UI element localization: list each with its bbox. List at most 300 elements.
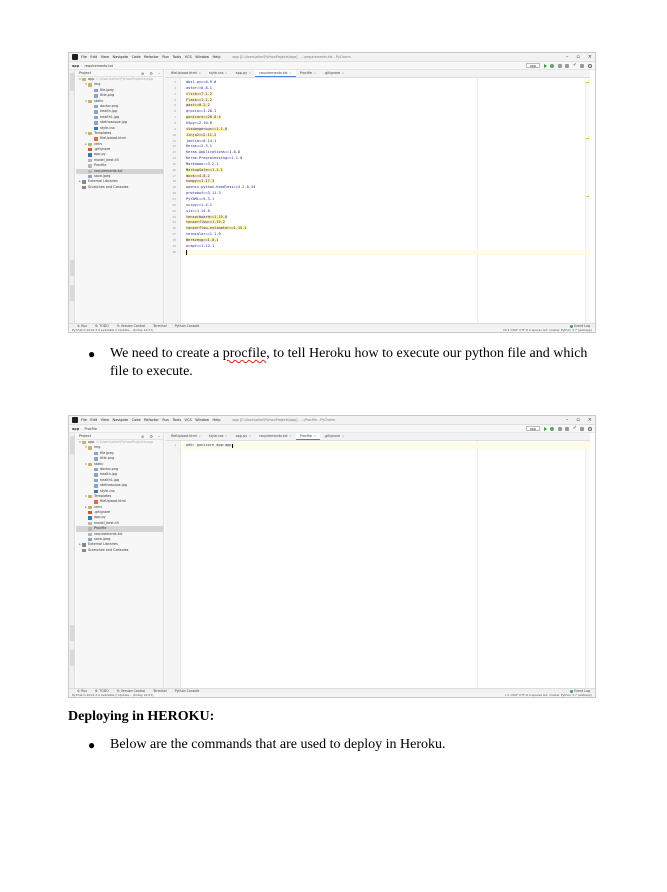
settings-icon[interactable]: ⚙ (149, 70, 153, 76)
search-icon[interactable] (588, 64, 592, 68)
navigation-bar (69, 425, 595, 433)
menu-item-code[interactable]: Code (131, 418, 141, 422)
event-log-label: Event Log (574, 324, 590, 328)
tree-item-label: style.css (100, 488, 115, 493)
folder-icon (88, 100, 92, 103)
line-number: 24 (172, 214, 176, 219)
library-icon (82, 180, 86, 183)
project-panel-header (76, 70, 163, 77)
status-file-info: 1:1 CRLF UTF-8 4 spaces Git: master Python 3.7 (webapp) (504, 693, 592, 697)
line-number: 16 (172, 167, 176, 172)
code-line[interactable]: grpcio==1.28.1 (186, 109, 217, 114)
chevron-right-icon[interactable]: ▸ (85, 141, 87, 146)
folder-icon (88, 463, 92, 466)
code-line[interactable]: Keras-Applications==1.0.8 (186, 150, 241, 155)
vcs-commit-icon[interactable]: ✔ (573, 62, 577, 68)
html-file-icon (94, 137, 98, 140)
editor-tab-label: requirements.txt (259, 70, 288, 75)
tree-item[interactable] (76, 77, 163, 82)
tree-item-label: health1.jpg (100, 477, 120, 482)
tree-item-label: img (94, 445, 101, 450)
tool-window-button[interactable]: 9: Version Control (116, 324, 146, 328)
menu-item-vcs[interactable]: VCS (184, 55, 192, 59)
pycharm-logo-icon (72, 54, 78, 60)
minimize-icon[interactable]: – (565, 54, 569, 60)
python-file-icon (88, 153, 92, 156)
run-toolbar (526, 63, 592, 68)
favorites-tool-tab[interactable] (70, 650, 75, 666)
folder-icon (88, 506, 92, 509)
favorites-tool-tab[interactable] (70, 285, 75, 301)
line-number: 14 (172, 156, 176, 161)
editor-tab-label: app.py (235, 71, 248, 75)
window-controls (566, 417, 592, 423)
ide-screenshot-requirements (68, 52, 596, 333)
close-tab-icon[interactable]: × (248, 434, 252, 438)
right-margin-guide (477, 78, 478, 323)
tool-window-button[interactable]: 4: Run (77, 324, 88, 328)
python-file-icon (94, 490, 98, 493)
pycharm-logo-icon (72, 417, 78, 423)
settings-icon[interactable]: ⚙ (149, 433, 153, 439)
project-tool-tab[interactable] (70, 73, 75, 91)
menu-item-refactor[interactable]: Refactor (144, 55, 159, 59)
line-number: 8 (174, 120, 176, 125)
folder-icon (88, 132, 92, 135)
menu-item-refactor[interactable]: Refactor (144, 418, 159, 422)
editor-tab[interactable] (255, 433, 295, 440)
image-file-icon (94, 121, 98, 124)
project-view-select[interactable]: Project (79, 434, 91, 438)
menu-bar (81, 55, 221, 59)
run-config-select[interactable]: app (526, 426, 540, 431)
code-line[interactable]: Jinja2==2.11.2 (186, 132, 217, 137)
debug-icon[interactable] (550, 427, 554, 431)
line-number: 5 (174, 103, 176, 108)
code-editor[interactable] (165, 441, 590, 688)
menu-item-tools[interactable]: Tools (172, 418, 182, 422)
tool-window-button[interactable]: Python Console (174, 689, 200, 693)
editor-tab[interactable] (320, 433, 348, 440)
chevron-down-icon[interactable]: ▾ (85, 130, 87, 135)
structure-tool-tab[interactable] (70, 625, 75, 641)
code-line[interactable]: scipy==1.4.1 (186, 202, 212, 207)
tool-window-button[interactable]: Terminal (153, 689, 167, 693)
code-line[interactable] (182, 250, 590, 256)
tree-item-label: fileUpload.html (100, 136, 126, 141)
editor-tab[interactable] (205, 433, 232, 440)
code-line[interactable]: gast==0.2.2 (186, 103, 210, 108)
image-file-icon (94, 452, 98, 455)
code-line[interactable]: absl-py==0.9.0 (186, 80, 217, 84)
editor-tab-label: .gitignore (324, 434, 341, 438)
code-line[interactable]: itsdangerous==1.1.0 (186, 126, 228, 131)
bullet-text: Below are the commands that are used to deploy in Heroku. (110, 737, 446, 752)
tree-item-label: stethoscope.jpg (100, 120, 128, 125)
line-gutter (165, 78, 181, 323)
line-number: 2 (174, 85, 176, 90)
line-number: 17 (172, 173, 176, 178)
structure-tool-tab[interactable] (70, 260, 75, 276)
status-file-info: 30:1 CRLF UTF-8 4 spaces Git: master Python 3.7 (webapp) (502, 328, 592, 332)
editor-tab-label: style.css (208, 434, 224, 438)
code-line[interactable]: tensorflow-estimator==1.15.1 (186, 226, 247, 231)
tree-item-label: venv (94, 141, 103, 146)
line-number: 29 (172, 243, 176, 248)
code-line[interactable]: PyYAML==5.3.1 (186, 197, 215, 201)
tree-item-label: static (94, 461, 104, 466)
tree-item-label: venv (94, 504, 103, 509)
title-bar (69, 416, 595, 425)
menu-item-edit[interactable]: Edit (90, 418, 98, 422)
tool-window-button[interactable]: 4: Run (77, 689, 88, 693)
window-controls (566, 54, 592, 60)
menu-item-help[interactable]: Help (212, 55, 221, 59)
chevron-right-icon: › (81, 63, 83, 68)
warning-marker[interactable] (586, 82, 589, 83)
menu-item-tools[interactable]: Tools (172, 55, 182, 59)
status-update-message[interactable]: PyCharm 2019.3.4 available // Update... (today 12:57) (72, 693, 154, 697)
editor-tab[interactable] (296, 433, 320, 440)
run-toolbar (526, 426, 592, 431)
tree-item-label: Templates (94, 130, 112, 135)
close-tab-icon[interactable]: × (224, 71, 228, 75)
tool-window-button[interactable]: 6: TODO (95, 689, 109, 693)
status-bar (69, 328, 595, 332)
text-cursor (232, 444, 233, 449)
run-icon[interactable] (544, 427, 547, 431)
search-icon[interactable] (588, 427, 592, 431)
text-file-icon (88, 164, 92, 167)
chevron-down-icon[interactable]: ▾ (79, 440, 81, 444)
menu-item-view[interactable]: View (100, 55, 109, 59)
tree-item-label: img (94, 82, 101, 87)
project-tree (76, 77, 163, 190)
code-line[interactable]: mock==4.0.2 (186, 173, 210, 178)
code-line[interactable]: numpy==1.17.3 (186, 179, 215, 184)
tree-item-label: file.jpeg (100, 450, 114, 455)
maximize-icon[interactable]: ▫ (576, 417, 580, 423)
breadcrumb-root[interactable]: app (72, 63, 80, 68)
tool-window-button[interactable]: 6: TODO (95, 324, 109, 328)
code-line[interactable]: tensorflow==1.15.2 (186, 220, 225, 225)
project-tool-tab[interactable] (70, 436, 75, 454)
coverage-icon[interactable] (558, 427, 562, 431)
image-file-icon (88, 538, 92, 541)
warning-marker[interactable] (586, 196, 589, 197)
tree-item-label: fileUpload.html (100, 499, 126, 504)
tree-item[interactable] (76, 185, 163, 190)
breadcrumb-file[interactable]: Procfile (84, 426, 97, 431)
line-number: 1 (174, 443, 176, 447)
close-tab-icon[interactable]: × (313, 433, 317, 438)
text-file-icon (88, 170, 92, 173)
event-log-label: Event Log (574, 689, 590, 693)
code-line[interactable]: Keras==2.3.1 (186, 144, 212, 149)
code-line[interactable]: gunicorn==20.0.4 (186, 115, 221, 120)
line-gutter (165, 441, 181, 688)
chevron-right-icon[interactable]: ▸ (79, 179, 81, 184)
line-number: 4 (174, 97, 176, 102)
close-tab-icon[interactable]: × (198, 71, 201, 75)
chevron-down-icon[interactable]: ▾ (85, 445, 87, 450)
tree-item-label: model_best.h5 (94, 520, 119, 525)
tree-item-label: External Libraries (88, 542, 118, 547)
tree-item-label: title.png (100, 456, 115, 461)
close-tab-icon[interactable]: × (341, 71, 345, 75)
code-line[interactable]: h5py==2.10.0 (186, 120, 212, 125)
menu-item-navigate[interactable]: Navigate (112, 418, 129, 422)
editor-tab[interactable] (296, 70, 320, 77)
chevron-down-icon[interactable]: ▾ (85, 82, 87, 87)
tree-item-label: Procfile (94, 163, 107, 168)
tree-item-label: doctor.png (100, 103, 119, 108)
tree-item-label: .gitignore (94, 510, 111, 515)
library-icon (82, 186, 86, 189)
stop-icon[interactable] (565, 427, 569, 431)
code-line[interactable]: astor==0.8.1 (186, 85, 212, 90)
close-tab-icon[interactable]: × (341, 434, 345, 438)
line-number: 3 (174, 91, 176, 96)
code-line[interactable]: Werkzeug==1.0.1 (186, 237, 219, 242)
chevron-right-icon[interactable]: ▸ (85, 504, 87, 509)
tool-window-button[interactable]: 9: Version Control (116, 689, 146, 693)
code-line[interactable]: Markdown==3.2.1 (186, 161, 219, 166)
status-bar (69, 693, 595, 697)
vcs-commit-icon[interactable]: ✔ (573, 425, 577, 431)
line-number: 1 (174, 80, 176, 84)
code-line[interactable]: web: gunicorn app:app (182, 443, 590, 449)
folder-icon (88, 446, 92, 449)
tree-item-label: doctor.png (100, 466, 119, 471)
code-line[interactable]: termcolor==1.1.0 (186, 232, 221, 237)
editor-scrollbar[interactable] (585, 441, 590, 688)
image-file-icon (94, 468, 98, 471)
tree-item-label: app.py (94, 152, 106, 157)
line-number: 18 (172, 179, 176, 184)
editor-tab[interactable] (232, 70, 256, 77)
tree-item-label: .gitignore (94, 147, 111, 152)
menu-item-file[interactable]: File (81, 418, 87, 422)
project-view-select[interactable]: Project (79, 71, 91, 75)
library-icon (82, 549, 86, 552)
project-panel-header (76, 433, 163, 440)
tree-item-path: C:\Users\ahm\PythonProjects\app (96, 77, 153, 81)
run-config-select[interactable]: app (526, 63, 540, 68)
tool-window-button[interactable]: Python Console (174, 324, 200, 328)
breadcrumb-root[interactable]: app (72, 426, 80, 431)
menu-item-view[interactable]: View (100, 418, 109, 422)
text-file-icon (88, 159, 92, 162)
bullet-commands (88, 736, 608, 754)
python-file-icon (94, 127, 98, 130)
editor-tab[interactable] (205, 70, 232, 77)
stop-icon[interactable] (565, 64, 569, 68)
code-line[interactable]: joblib==0.14.1 (186, 138, 217, 143)
tree-item-label: Procfile (94, 526, 107, 531)
code-line[interactable]: wrapt==1.12.1 (186, 243, 215, 248)
tree-item-label: save.jpeg (94, 537, 111, 542)
editor-tab[interactable] (255, 70, 295, 77)
chevron-down-icon[interactable]: ▾ (79, 77, 81, 81)
tree-item-path: C:\Users\ahm\PythonProjects\app (96, 440, 153, 444)
bullet-procfile (88, 345, 608, 381)
close-icon[interactable]: × (587, 417, 592, 423)
image-file-icon (94, 105, 98, 108)
status-update-message[interactable]: PyCharm 2019.3.4 available // Update... (today 12:57) (72, 328, 154, 332)
folder-icon (88, 495, 92, 498)
code-line[interactable]: Flask==1.1.2 (186, 97, 212, 102)
editor-tabs (165, 433, 590, 441)
editor-tab-label: app.py (235, 434, 248, 438)
code-line[interactable]: protobuf==3.11.3 (186, 191, 221, 196)
editor-tab[interactable] (167, 433, 205, 440)
tree-item-label: static (94, 98, 104, 103)
chevron-right-icon: › (81, 426, 83, 431)
tree-item[interactable] (76, 548, 163, 553)
folder-icon (82, 441, 86, 444)
project-panel (76, 433, 164, 688)
close-tab-icon[interactable]: × (248, 71, 252, 75)
close-tab-icon[interactable]: × (289, 434, 292, 438)
close-tab-icon[interactable]: × (289, 70, 292, 75)
menu-item-file[interactable]: File (81, 55, 87, 59)
tool-window-button[interactable]: Terminal (153, 324, 167, 328)
breadcrumb-file[interactable]: requirements.txt (84, 63, 113, 68)
tree-item-label: Scratches and Consoles (88, 184, 129, 189)
line-number: 26 (172, 226, 176, 231)
menu-item-navigate[interactable]: Navigate (112, 55, 129, 59)
code-line[interactable]: click==7.1.2 (186, 91, 212, 96)
editor-tab[interactable] (232, 433, 256, 440)
menu-item-run[interactable]: Run (162, 418, 170, 422)
line-number: 23 (172, 208, 176, 213)
chevron-down-icon[interactable]: ▾ (85, 461, 87, 466)
window-title: app [C:\Users\ahm\PythonProjects\app] - ...\requirements.txt - PyCharm (232, 55, 351, 59)
editor-scrollbar[interactable] (585, 78, 590, 323)
tree-item-label: style.css (100, 125, 115, 130)
hide-icon[interactable]: – (158, 433, 160, 439)
editor-area (165, 70, 590, 323)
tree-item-label: health1.jpg (100, 114, 120, 119)
menu-item-edit[interactable]: Edit (90, 55, 98, 59)
line-number: 27 (172, 232, 176, 237)
code-line[interactable]: tensorboard==1.15.0 (186, 214, 228, 219)
close-tab-icon[interactable]: × (313, 71, 317, 75)
locate-icon[interactable]: ⊕ (141, 433, 145, 439)
code-line[interactable]: six==1.14.0 (186, 208, 210, 213)
text-cursor (186, 250, 187, 255)
tree-item-label: app (88, 77, 95, 81)
line-number: 28 (172, 237, 176, 242)
coverage-icon[interactable] (558, 64, 562, 68)
tree-item-label: stethoscope.jpg (100, 483, 128, 488)
tree-item-label: External Libraries (88, 179, 118, 184)
maximize-icon[interactable]: ▫ (576, 54, 580, 60)
folder-icon (82, 78, 86, 81)
chevron-right-icon[interactable]: ▸ (79, 542, 81, 547)
close-icon[interactable]: × (587, 54, 592, 60)
tree-item-label: requirements.txt (94, 531, 123, 536)
line-number: 10 (172, 132, 176, 137)
code-line[interactable]: opencv-python-headless==4.2.0.34 (186, 185, 256, 190)
left-tool-strip (69, 70, 75, 323)
line-number: 7 (174, 115, 176, 120)
window-title: app [C:\Users\ahm\PythonProjects\app] - ...\Procfile - PyCharm (232, 418, 336, 422)
chevron-down-icon[interactable]: ▾ (85, 98, 87, 103)
git-file-icon (88, 148, 92, 151)
tree-item-label: health.jpg (100, 109, 118, 114)
tree-item-label: model_best.h5 (94, 157, 119, 162)
editor-tab-label: Procfile (299, 433, 313, 438)
line-number: 9 (174, 126, 176, 131)
tree-item-label: requirements.txt (94, 168, 123, 173)
editor-tab-label: requirements.txt (259, 434, 288, 438)
editor-tab[interactable] (320, 70, 348, 77)
code-editor[interactable] (165, 78, 590, 323)
run-icon[interactable] (544, 64, 547, 68)
close-tab-icon[interactable]: × (198, 434, 201, 438)
line-number: 22 (172, 202, 176, 207)
image-file-icon (94, 473, 98, 476)
menu-item-vcs[interactable]: VCS (184, 418, 192, 422)
locate-icon[interactable]: ⊕ (141, 70, 145, 76)
tree-item-label: Scratches and Consoles (88, 547, 129, 552)
line-number: 30 (172, 249, 176, 254)
hide-icon[interactable]: – (158, 70, 160, 76)
warning-marker[interactable] (586, 138, 589, 139)
tree-item-label: app (88, 440, 95, 444)
minimize-icon[interactable]: – (565, 417, 569, 423)
history-icon[interactable] (580, 427, 584, 431)
tree-item-label: health.jpg (100, 472, 118, 477)
text-file-icon (88, 533, 92, 536)
chevron-down-icon[interactable]: ▾ (85, 493, 87, 498)
history-icon[interactable] (580, 64, 584, 68)
code-line[interactable]: Keras-Preprocessing==1.1.0 (186, 156, 243, 161)
line-number: 12 (172, 144, 176, 149)
line-number: 6 (174, 109, 176, 114)
menu-item-window[interactable]: Window (195, 418, 210, 422)
tree-item[interactable] (76, 440, 163, 445)
menu-bar (81, 418, 221, 422)
right-margin-guide (477, 441, 478, 688)
menu-item-help[interactable]: Help (212, 418, 221, 422)
project-panel (76, 70, 164, 323)
menu-item-code[interactable]: Code (131, 55, 141, 59)
image-file-icon (88, 175, 92, 178)
python-file-icon (88, 516, 92, 519)
folder-icon (88, 143, 92, 146)
editor-tab-label: style.css (208, 71, 224, 75)
editor-tab[interactable] (167, 70, 205, 77)
image-file-icon (94, 457, 98, 460)
html-file-icon (94, 500, 98, 503)
menu-item-window[interactable]: Window (195, 55, 210, 59)
misspelled-word: procfile (222, 346, 267, 361)
debug-icon[interactable] (550, 64, 554, 68)
close-tab-icon[interactable]: × (224, 434, 228, 438)
code-line[interactable]: MarkupSafe==1.1.1 (186, 167, 223, 172)
bullet-dot: ● (88, 738, 96, 752)
image-file-icon (94, 479, 98, 482)
line-number: 21 (172, 197, 176, 201)
tree-item-label: title.png (100, 93, 115, 98)
line-number: 19 (172, 185, 176, 190)
line-number: 25 (172, 220, 176, 225)
menu-item-run[interactable]: Run (162, 55, 170, 59)
library-icon (82, 543, 86, 546)
